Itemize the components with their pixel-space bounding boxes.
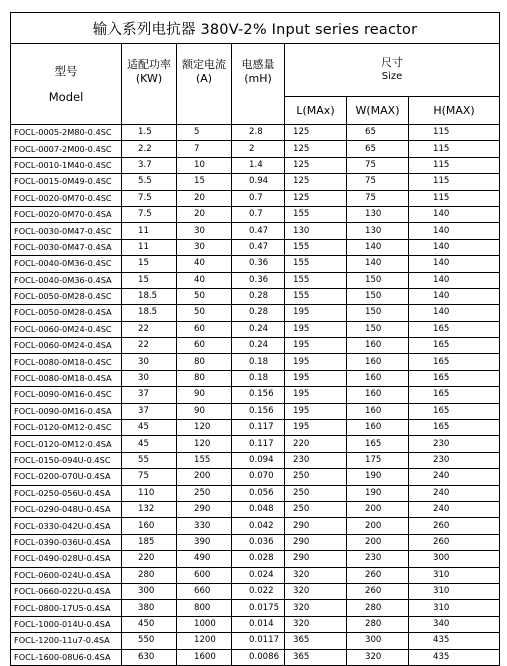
table-row (11, 272, 500, 288)
cell-inductance: 0.24 (232, 321, 285, 337)
table-row (11, 501, 500, 517)
cell-power: 110 (122, 485, 177, 501)
cell-width: 190 (347, 469, 409, 485)
cell-height: 115 (409, 190, 500, 206)
reactor-spec-sheet (10, 12, 499, 666)
header-inductance-cn: 电感量 (241, 58, 275, 71)
table-row (11, 387, 500, 403)
table-row (11, 157, 500, 173)
cell-power: 30 (122, 370, 177, 386)
table-row (11, 288, 500, 304)
cell-height: 140 (409, 256, 500, 272)
cell-power: 30 (122, 354, 177, 370)
cell-width: 230 (347, 551, 409, 567)
cell-length: 320 (285, 567, 347, 583)
table-row (11, 190, 500, 206)
cell-power: 75 (122, 469, 177, 485)
cell-length: 125 (285, 157, 347, 173)
cell-current: 50 (177, 288, 232, 304)
cell-width: 160 (347, 403, 409, 419)
cell-model: FOCL-0200-070U-0.4SA (11, 469, 122, 485)
table-row (11, 551, 500, 567)
table-row (11, 338, 500, 354)
cell-height: 260 (409, 518, 500, 534)
cell-power: 45 (122, 420, 177, 436)
cell-power: 45 (122, 436, 177, 452)
cell-power: 550 (122, 633, 177, 649)
header-current (177, 44, 232, 125)
cell-width: 75 (347, 190, 409, 206)
cell-current: 90 (177, 403, 232, 419)
cell-power: 37 (122, 403, 177, 419)
table-row (11, 223, 500, 239)
cell-inductance: 0.24 (232, 338, 285, 354)
cell-model: FOCL-0250-056U-0.4SA (11, 485, 122, 501)
cell-current: 80 (177, 370, 232, 386)
table-row (11, 518, 500, 534)
cell-model: FOCL-1600-08U6-0.4SA (11, 649, 122, 665)
header-size (285, 44, 500, 97)
cell-current: 7 (177, 141, 232, 157)
cell-power: 132 (122, 501, 177, 517)
table-row (11, 370, 500, 386)
cell-power: 380 (122, 600, 177, 616)
table-row (11, 403, 500, 419)
cell-width: 150 (347, 288, 409, 304)
cell-current: 330 (177, 518, 232, 534)
cell-inductance: 0.117 (232, 420, 285, 436)
table-row (11, 567, 500, 583)
cell-width: 260 (347, 583, 409, 599)
cell-inductance: 0.0175 (232, 600, 285, 616)
cell-current: 1000 (177, 616, 232, 632)
table-title: 输入系列电抗器 380V-2% Input series reactor (11, 13, 500, 44)
cell-model: FOCL-0080-0M18-0.4SA (11, 370, 122, 386)
cell-height: 240 (409, 469, 500, 485)
cell-inductance: 0.0117 (232, 633, 285, 649)
cell-inductance: 2.8 (232, 125, 285, 141)
cell-current: 40 (177, 272, 232, 288)
cell-length: 195 (285, 338, 347, 354)
cell-height: 310 (409, 600, 500, 616)
cell-inductance: 0.18 (232, 354, 285, 370)
header-power-cn: 适配功率 (127, 58, 171, 71)
cell-current: 800 (177, 600, 232, 616)
cell-height: 435 (409, 633, 500, 649)
cell-current: 155 (177, 452, 232, 468)
cell-height: 140 (409, 305, 500, 321)
cell-current: 50 (177, 305, 232, 321)
cell-inductance: 0.156 (232, 387, 285, 403)
table-row (11, 616, 500, 632)
cell-width: 150 (347, 272, 409, 288)
cell-length: 155 (285, 272, 347, 288)
cell-width: 280 (347, 616, 409, 632)
cell-power: 220 (122, 551, 177, 567)
cell-height: 165 (409, 354, 500, 370)
cell-width: 160 (347, 338, 409, 354)
cell-power: 630 (122, 649, 177, 665)
header-power-unit: (KW) (135, 72, 163, 85)
cell-power: 18.5 (122, 305, 177, 321)
table-body (11, 125, 500, 666)
header-height: H(MAX) (409, 97, 500, 125)
header-inductance (232, 44, 285, 125)
cell-current: 490 (177, 551, 232, 567)
cell-width: 320 (347, 649, 409, 665)
cell-inductance: 0.094 (232, 452, 285, 468)
cell-height: 115 (409, 125, 500, 141)
cell-model: FOCL-0490-028U-0.4SA (11, 551, 122, 567)
cell-length: 155 (285, 206, 347, 222)
cell-length: 195 (285, 420, 347, 436)
table-row (11, 239, 500, 255)
cell-current: 120 (177, 436, 232, 452)
cell-power: 37 (122, 387, 177, 403)
cell-length: 195 (285, 321, 347, 337)
cell-current: 200 (177, 469, 232, 485)
cell-height: 165 (409, 370, 500, 386)
cell-current: 250 (177, 485, 232, 501)
cell-inductance: 0.036 (232, 534, 285, 550)
cell-power: 11 (122, 239, 177, 255)
cell-current: 20 (177, 190, 232, 206)
cell-inductance: 0.28 (232, 305, 285, 321)
cell-power: 280 (122, 567, 177, 583)
cell-inductance: 0.28 (232, 288, 285, 304)
cell-width: 130 (347, 206, 409, 222)
cell-power: 1.5 (122, 125, 177, 141)
cell-model: FOCL-0050-0M28-0.4SA (11, 305, 122, 321)
cell-model: FOCL-0030-0M47-0.4SC (11, 223, 122, 239)
cell-length: 290 (285, 551, 347, 567)
table-row (11, 354, 500, 370)
cell-length: 130 (285, 223, 347, 239)
cell-current: 1200 (177, 633, 232, 649)
cell-inductance: 0.117 (232, 436, 285, 452)
cell-model: FOCL-1200-11u7-0.4SA (11, 633, 122, 649)
cell-model: FOCL-0020-0M70-0.4SA (11, 206, 122, 222)
header-model-en: Model (48, 90, 84, 104)
header-size-en: Size (381, 71, 403, 82)
cell-current: 660 (177, 583, 232, 599)
cell-inductance: 0.47 (232, 223, 285, 239)
cell-width: 280 (347, 600, 409, 616)
cell-inductance: 0.042 (232, 518, 285, 534)
cell-inductance: 0.36 (232, 256, 285, 272)
cell-power: 160 (122, 518, 177, 534)
cell-width: 165 (347, 436, 409, 452)
cell-power: 15 (122, 272, 177, 288)
cell-model: FOCL-0330-042U-0.4SA (11, 518, 122, 534)
cell-width: 160 (347, 370, 409, 386)
cell-length: 195 (285, 370, 347, 386)
cell-height: 140 (409, 288, 500, 304)
cell-inductance: 0.94 (232, 174, 285, 190)
cell-inductance: 0.7 (232, 190, 285, 206)
cell-width: 140 (347, 239, 409, 255)
cell-width: 260 (347, 567, 409, 583)
cell-length: 125 (285, 174, 347, 190)
cell-current: 1600 (177, 649, 232, 665)
cell-current: 30 (177, 223, 232, 239)
cell-height: 140 (409, 206, 500, 222)
table-row (11, 125, 500, 141)
cell-height: 165 (409, 403, 500, 419)
cell-height: 115 (409, 157, 500, 173)
cell-height: 140 (409, 223, 500, 239)
cell-model: FOCL-0060-0M24-0.4SC (11, 321, 122, 337)
cell-inductance: 0.056 (232, 485, 285, 501)
cell-power: 18.5 (122, 288, 177, 304)
cell-inductance: 0.0086 (232, 649, 285, 665)
cell-height: 340 (409, 616, 500, 632)
cell-length: 195 (285, 354, 347, 370)
cell-inductance: 0.7 (232, 206, 285, 222)
cell-current: 80 (177, 354, 232, 370)
cell-length: 290 (285, 534, 347, 550)
table-row (11, 420, 500, 436)
table-row (11, 649, 500, 665)
cell-inductance: 1.4 (232, 157, 285, 173)
cell-inductance: 0.024 (232, 567, 285, 583)
cell-current: 30 (177, 239, 232, 255)
cell-model: FOCL-1000-014U-0.4SA (11, 616, 122, 632)
cell-height: 165 (409, 338, 500, 354)
cell-length: 155 (285, 288, 347, 304)
cell-model: FOCL-0090-0M16-0.4SA (11, 403, 122, 419)
cell-width: 75 (347, 157, 409, 173)
table-row (11, 600, 500, 616)
cell-model: FOCL-0800-17U5-0.4SA (11, 600, 122, 616)
cell-width: 75 (347, 174, 409, 190)
cell-height: 300 (409, 551, 500, 567)
cell-inductance: 0.47 (232, 239, 285, 255)
cell-inductance: 0.014 (232, 616, 285, 632)
cell-current: 390 (177, 534, 232, 550)
cell-power: 55 (122, 452, 177, 468)
header-inductance-unit: (mH) (244, 72, 272, 85)
cell-inductance: 0.028 (232, 551, 285, 567)
cell-height: 165 (409, 387, 500, 403)
cell-model: FOCL-0020-0M70-0.4SC (11, 190, 122, 206)
table-row (11, 583, 500, 599)
cell-length: 195 (285, 305, 347, 321)
cell-length: 320 (285, 583, 347, 599)
cell-length: 195 (285, 387, 347, 403)
cell-power: 7.5 (122, 190, 177, 206)
cell-height: 240 (409, 501, 500, 517)
cell-model: FOCL-0040-0M36-0.4SC (11, 256, 122, 272)
table-row (11, 633, 500, 649)
cell-power: 3.7 (122, 157, 177, 173)
cell-current: 60 (177, 321, 232, 337)
cell-width: 300 (347, 633, 409, 649)
table-row (11, 321, 500, 337)
cell-width: 200 (347, 518, 409, 534)
cell-model: FOCL-0090-0M16-0.4SC (11, 387, 122, 403)
cell-length: 250 (285, 501, 347, 517)
cell-length: 320 (285, 616, 347, 632)
table-row (11, 305, 500, 321)
table-row (11, 141, 500, 157)
cell-model: FOCL-0150-094U-0.4SC (11, 452, 122, 468)
cell-height: 165 (409, 420, 500, 436)
cell-model: FOCL-0390-036U-0.4SA (11, 534, 122, 550)
cell-width: 200 (347, 534, 409, 550)
cell-length: 195 (285, 403, 347, 419)
header-power (122, 44, 177, 125)
cell-power: 5.5 (122, 174, 177, 190)
cell-model: FOCL-0060-0M24-0.4SA (11, 338, 122, 354)
spec-table (10, 12, 500, 666)
cell-length: 155 (285, 256, 347, 272)
table-row (11, 452, 500, 468)
cell-current: 40 (177, 256, 232, 272)
cell-inductance: 0.048 (232, 501, 285, 517)
cell-model: FOCL-0660-022U-0.4SA (11, 583, 122, 599)
cell-width: 65 (347, 125, 409, 141)
cell-current: 120 (177, 420, 232, 436)
header-width: W(MAX) (347, 97, 409, 125)
cell-inductance: 0.070 (232, 469, 285, 485)
cell-width: 175 (347, 452, 409, 468)
cell-model: FOCL-0007-2M00-0.4SC (11, 141, 122, 157)
header-current-cn: 额定电流 (182, 58, 226, 71)
cell-length: 220 (285, 436, 347, 452)
cell-current: 600 (177, 567, 232, 583)
cell-model: FOCL-0015-0M49-0.4SC (11, 174, 122, 190)
cell-height: 230 (409, 452, 500, 468)
cell-length: 320 (285, 600, 347, 616)
cell-inductance: 0.022 (232, 583, 285, 599)
cell-model: FOCL-0010-1M40-0.4SC (11, 157, 122, 173)
cell-model: FOCL-0120-0M12-0.4SC (11, 420, 122, 436)
cell-current: 15 (177, 174, 232, 190)
cell-height: 140 (409, 272, 500, 288)
cell-length: 155 (285, 239, 347, 255)
cell-width: 160 (347, 420, 409, 436)
cell-length: 250 (285, 485, 347, 501)
cell-height: 240 (409, 485, 500, 501)
cell-model: FOCL-0080-0M18-0.4SC (11, 354, 122, 370)
table-row (11, 174, 500, 190)
cell-current: 290 (177, 501, 232, 517)
cell-height: 115 (409, 174, 500, 190)
cell-length: 365 (285, 649, 347, 665)
cell-power: 11 (122, 223, 177, 239)
cell-model: FOCL-0290-048U-0.4SA (11, 501, 122, 517)
header-model-cn: 型号 (54, 64, 78, 78)
cell-width: 150 (347, 305, 409, 321)
cell-length: 230 (285, 452, 347, 468)
cell-power: 22 (122, 321, 177, 337)
cell-width: 200 (347, 501, 409, 517)
cell-power: 7.5 (122, 206, 177, 222)
table-row (11, 534, 500, 550)
cell-height: 310 (409, 583, 500, 599)
cell-length: 250 (285, 469, 347, 485)
cell-width: 160 (347, 387, 409, 403)
header-current-unit: (A) (195, 72, 213, 85)
cell-height: 140 (409, 239, 500, 255)
cell-inductance: 2 (232, 141, 285, 157)
cell-current: 90 (177, 387, 232, 403)
cell-power: 300 (122, 583, 177, 599)
cell-length: 125 (285, 141, 347, 157)
cell-width: 160 (347, 354, 409, 370)
cell-height: 165 (409, 321, 500, 337)
cell-power: 2.2 (122, 141, 177, 157)
cell-height: 115 (409, 141, 500, 157)
cell-width: 190 (347, 485, 409, 501)
cell-length: 125 (285, 190, 347, 206)
cell-length: 290 (285, 518, 347, 534)
cell-current: 10 (177, 157, 232, 173)
cell-current: 5 (177, 125, 232, 141)
cell-height: 435 (409, 649, 500, 665)
cell-height: 230 (409, 436, 500, 452)
table-row (11, 469, 500, 485)
cell-width: 140 (347, 256, 409, 272)
cell-inductance: 0.156 (232, 403, 285, 419)
header-model (11, 44, 122, 125)
cell-inductance: 0.36 (232, 272, 285, 288)
table-row (11, 206, 500, 222)
cell-height: 310 (409, 567, 500, 583)
cell-model: FOCL-0005-2M80-0.4SC (11, 125, 122, 141)
table-row (11, 485, 500, 501)
cell-power: 15 (122, 256, 177, 272)
header-size-cn: 尺寸 (381, 56, 404, 69)
cell-power: 185 (122, 534, 177, 550)
cell-model: FOCL-0120-0M12-0.4SA (11, 436, 122, 452)
cell-length: 125 (285, 125, 347, 141)
cell-power: 450 (122, 616, 177, 632)
cell-width: 150 (347, 321, 409, 337)
cell-model: FOCL-0040-0M36-0.4SA (11, 272, 122, 288)
table-row (11, 436, 500, 452)
cell-model: FOCL-0050-0M28-0.4SC (11, 288, 122, 304)
cell-model: FOCL-0030-0M47-0.4SA (11, 239, 122, 255)
table-row (11, 256, 500, 272)
cell-width: 65 (347, 141, 409, 157)
cell-current: 60 (177, 338, 232, 354)
cell-inductance: 0.18 (232, 370, 285, 386)
cell-power: 22 (122, 338, 177, 354)
cell-width: 130 (347, 223, 409, 239)
cell-length: 365 (285, 633, 347, 649)
cell-current: 20 (177, 206, 232, 222)
header-length: L(MAx) (285, 97, 347, 125)
cell-height: 260 (409, 534, 500, 550)
cell-model: FOCL-0600-024U-0.4SA (11, 567, 122, 583)
